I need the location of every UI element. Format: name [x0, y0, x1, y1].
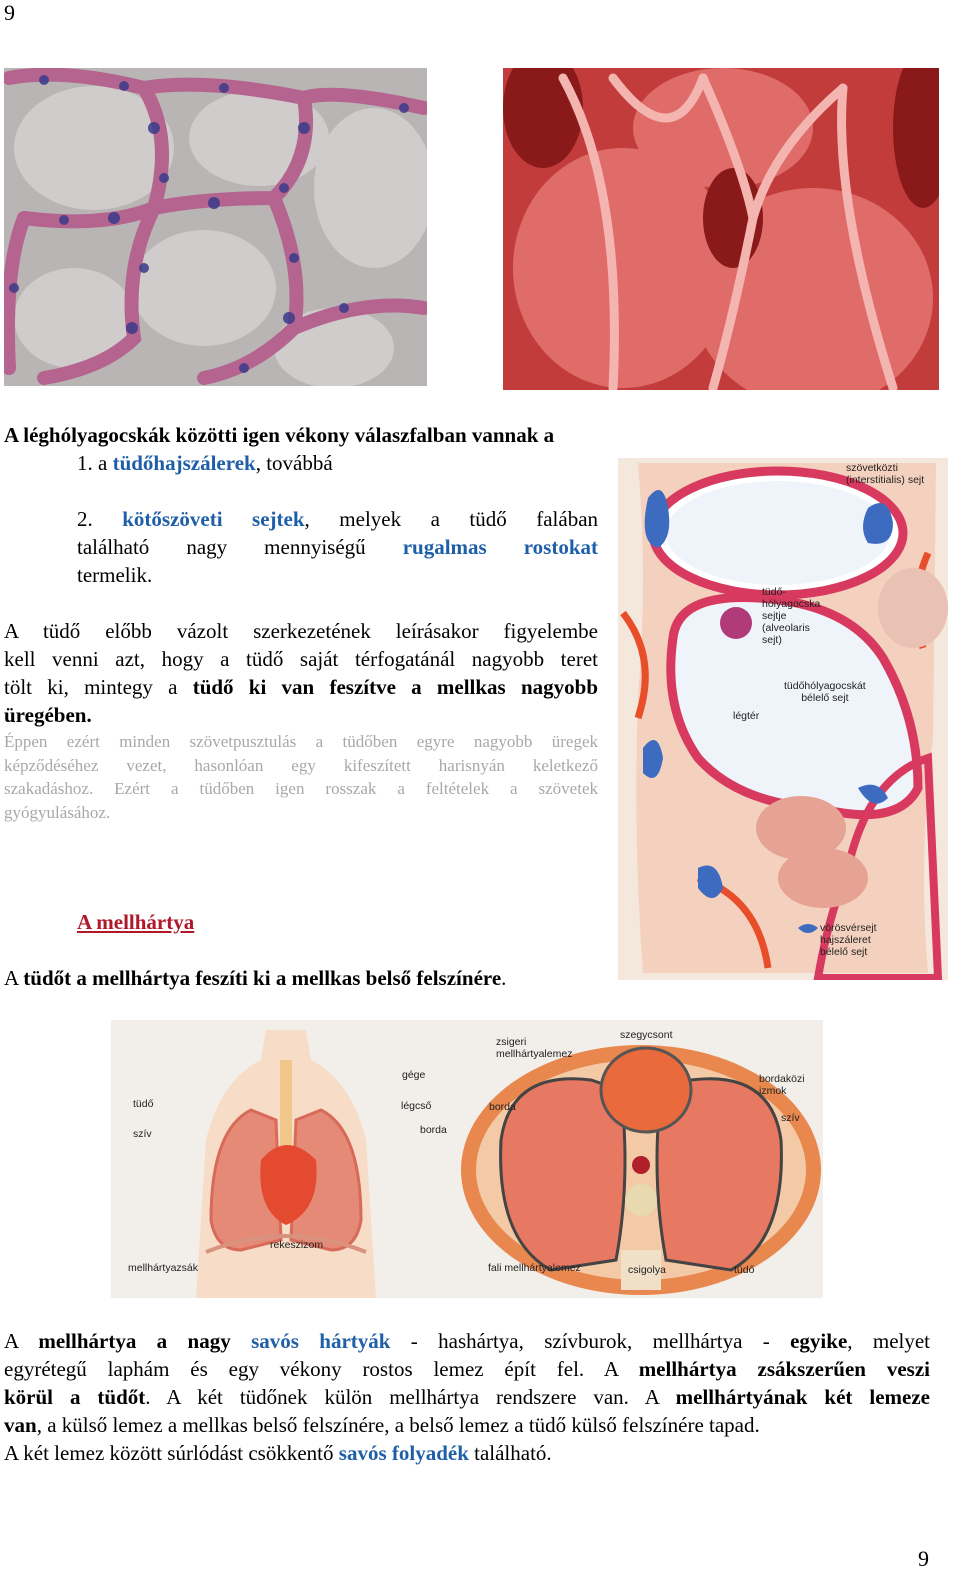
label-borda-left: borda [420, 1124, 447, 1136]
term-capillaries: tüdőhajszálerek [112, 451, 256, 475]
pleura-run: savós hártyák [251, 1329, 391, 1353]
pleura-run: , a külső lemez a mellkas belső felszínére, a belső lemez a tüdő külső felszínére tapad. [36, 1413, 760, 1437]
structure-paragraph: A tüdő előbb vázolt szerkezetének leírásakor figyelembe kell venni azt, hogy a tüdő saját térfogatánál nagyobb teret tölt ki, mintegy a tüdő ki van feszítve a mellkas nagyobb üregében. [4, 619, 599, 727]
pleura-run: mellhártya a nagy [38, 1329, 231, 1353]
pleura-run: , melyet [847, 1329, 931, 1353]
pleura-run: egyrétegű laphám és egy vékony rostos lemez épít fel. A [4, 1357, 639, 1381]
label-zsigeri: zsigeri mellhártyalemez [496, 1036, 573, 1060]
label-capillary: vörösvérsejt hajszáleret bélelő sejt [820, 922, 877, 958]
pleura-run [231, 1329, 251, 1353]
label-alveolar-cell: tüdő- hólyagocska sejtje (alveolaris sejt) [762, 586, 821, 646]
pleura-run: egyike [790, 1329, 848, 1353]
term-connective-cells: kötőszöveti sejtek [122, 507, 305, 531]
sem-micrograph [503, 68, 939, 390]
label-szegycsont: szegycsont [620, 1029, 673, 1041]
pleura-run: A [4, 1329, 39, 1353]
pleura-line-3 [4, 1383, 930, 1411]
label-fali: fali mellhártyalemez [488, 1262, 581, 1274]
pleura-line-4 [4, 1411, 930, 1439]
label-tudo-left: tüdő [133, 1098, 154, 1110]
pleura-run: található. [468, 1441, 552, 1465]
gray-note: Éppen ezért minden szövetpusztulás a tüdőben egyre nagyobb üregek képződéséhez vezet, hasonlóan egy kifeszített harisnyán keletkező szakadáshoz. Ezért a tüdőben igen rosszak a feltételek a szövetek gyógyulásához. [4, 732, 598, 822]
label-gege: gége [402, 1069, 426, 1081]
page-number-bottom: 9 [918, 1546, 929, 1571]
pleura-run: körül a tüdőt [4, 1385, 146, 1409]
intro-item-1: 1. a tüdőhajszálerek, továbbá [77, 451, 333, 475]
page-number-top: 9 [4, 0, 15, 25]
pleura-run: mellhártya zsákszerűen veszi [638, 1357, 930, 1381]
pleura-line-1 [4, 1327, 930, 1355]
label-rekeszizom: rekeszizom [270, 1239, 324, 1251]
label-lining-cell: tüdőhólyagocskát bélelő sejt [784, 680, 866, 704]
intro-heading: A léghólyagocskák közötti igen vékony válaszfalban vannak a [4, 423, 555, 447]
pleura-line-2 [4, 1355, 930, 1383]
label-borda-right: borda [489, 1101, 516, 1113]
pleura-run: mellhártyának két lemeze [675, 1385, 930, 1409]
pleura-run: . A két tüdőnek külön mellhártya rendszere van. A [145, 1385, 676, 1409]
label-interstitial-cell: szövetközti (interstitialis) sejt [846, 462, 925, 486]
section-heading: A mellhártya [77, 910, 195, 934]
pleura-line-5 [4, 1439, 930, 1467]
pleura-run: - hashártya, szívburok, mellhártya - [390, 1329, 791, 1353]
label-bordakozi: bordaközi izmok [759, 1073, 805, 1097]
label-legcso: légcső [401, 1100, 432, 1112]
pleura-run: van [4, 1413, 37, 1437]
label-tudo-right: tüdő [734, 1264, 755, 1276]
pleura-run: savós folyadék [338, 1441, 469, 1465]
label-mellhartyazsak: mellhártyazsák [128, 1262, 199, 1274]
pleura-paragraph [4, 1327, 930, 1467]
alveolus-diagram [618, 458, 948, 980]
label-sziv-right: szív [781, 1112, 800, 1124]
pleura-run: A két lemez között súrlódást csökkentő [4, 1441, 339, 1465]
label-air-space: légtér [733, 710, 760, 722]
pleura-diagram [111, 1020, 823, 1298]
histology-micrograph [4, 68, 427, 386]
intro-item-2: 2. kötőszöveti sejtek, melyek a tüdő falában található nagy mennyiségű rugalmas rostokat termelik. [77, 507, 599, 587]
label-sziv-left: szív [133, 1128, 152, 1140]
heading-sentence: A tüdőt a mellhártya feszíti ki a mellkas belső felszínére. [4, 966, 507, 990]
label-csigolya: csigolya [628, 1264, 666, 1276]
term-elastic-fibers: rugalmas rostokat [402, 535, 598, 559]
